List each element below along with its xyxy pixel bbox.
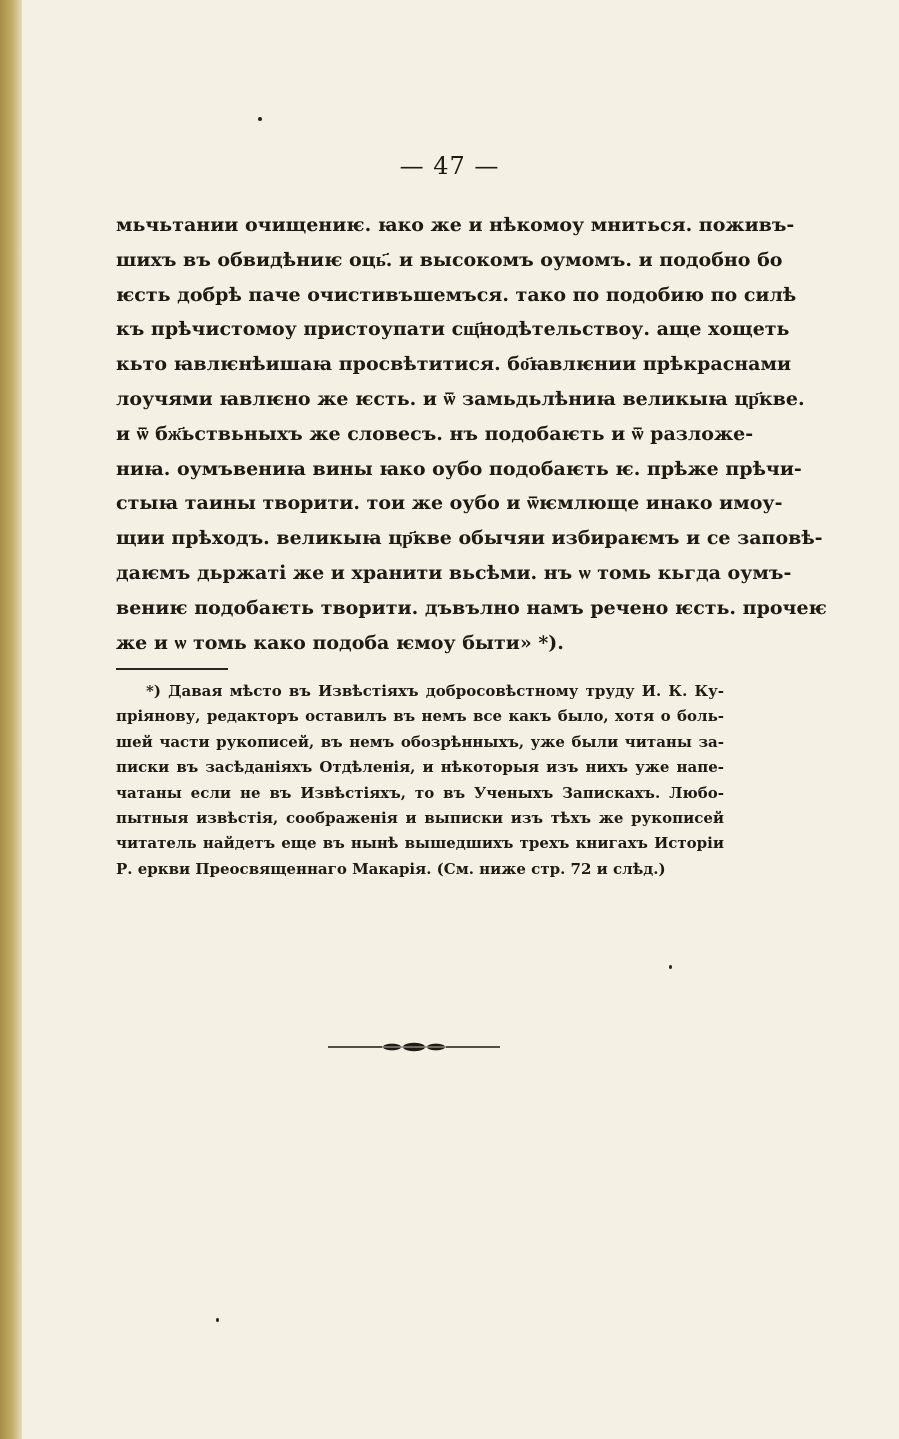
footnote-line: чатаны если не въ Извѣстіяхъ, то въ Ученыхъ Запискахъ. Любо- (116, 783, 724, 802)
footnote-line: пытныя извѣстія, соображенія и выписки изъ тѣхъ же рукописей (116, 808, 724, 827)
footnote-line: пріянову, редакторъ оставилъ въ немъ все какъ было, хотя о боль- (116, 707, 724, 726)
text-line: стыꙗ таины творити. тои же оубо и ѿѥмлюще инако имоу- (116, 492, 783, 515)
ink-speck (669, 965, 672, 969)
footnote-line: Р. еркви Преосвященнаго Макарія. (См. ниже стр. 72 и слѣд.) (116, 859, 666, 878)
text-line: мьчьтании очищениѥ. ꙗко же и нѣкомоу мниться. поживъ- (116, 214, 795, 236)
text-line: щии прѣходъ. великыꙗ цр҃кве обычяи избираѥмъ и се заповѣ- (116, 527, 823, 550)
text-line: даѥмъ дьржаті же и хранити вьсѣми. нъ ѡ томь кьгда оумъ- (116, 561, 792, 584)
footnote (116, 679, 724, 882)
footnote-line: читатель найдетъ еще въ нынѣ вышедшихъ трехъ книгахъ Исторіи (116, 834, 724, 853)
footnote-line: писки въ засѣданіяхъ Отдѣленія, и нѣкоторыя изъ нихъ уже напе- (116, 758, 724, 777)
text-line: ѥсть добрѣ паче очистивъшемъся. тако по подобию по силѣ (116, 283, 797, 306)
text-line: кьто ꙗвлѥнѣишаꙗ просвѣтитися. бо҃ꙗвлѥнии прѣкраснами (116, 353, 792, 376)
page-number: — 47 — (399, 152, 500, 180)
end-ornament (328, 1040, 500, 1054)
text-line: ниꙗ. оумъвениꙗ вины ꙗко оубо подобаѥть ѥ. прѣже прѣчи- (116, 457, 802, 480)
ink-speck (258, 117, 262, 121)
ink-speck (216, 1318, 219, 1322)
text-line: вениѥ подобаѥть творити. дъвълно намъ речено ѥсть. прочеѥ (116, 596, 827, 619)
text-line: же и ѡ томь како подоба ѥмоу быти» *). (116, 631, 564, 654)
text-line: къ прѣчистомоу пристоупати сщ҃нодѣтельствоу. аще хощеть (116, 318, 790, 341)
text-line: шихъ въ обвидѣниѥ оць҃. и высокомъ оумомъ. и подобно бо (116, 248, 783, 271)
text-line: лоучями ꙗвлѥно же ѥсть. и ѿ замьдьлѣниꙗ великыꙗ цр҃кве. (116, 387, 805, 410)
book-binding-edge (0, 0, 22, 1439)
footnote-line: шей части рукописей, въ немъ обозрѣнныхъ, уже были читаны за- (116, 732, 724, 751)
text-line: и ѿ бж҃ьствьныхъ же словесъ. нъ подобаѥть и ѿ разложе- (116, 422, 754, 445)
footnote-line: *) Давая мѣсто въ Извѣстіяхъ добросовѣстному труду И. К. Ку- (146, 682, 724, 700)
main-text (116, 208, 827, 660)
footnote-rule (116, 668, 228, 670)
